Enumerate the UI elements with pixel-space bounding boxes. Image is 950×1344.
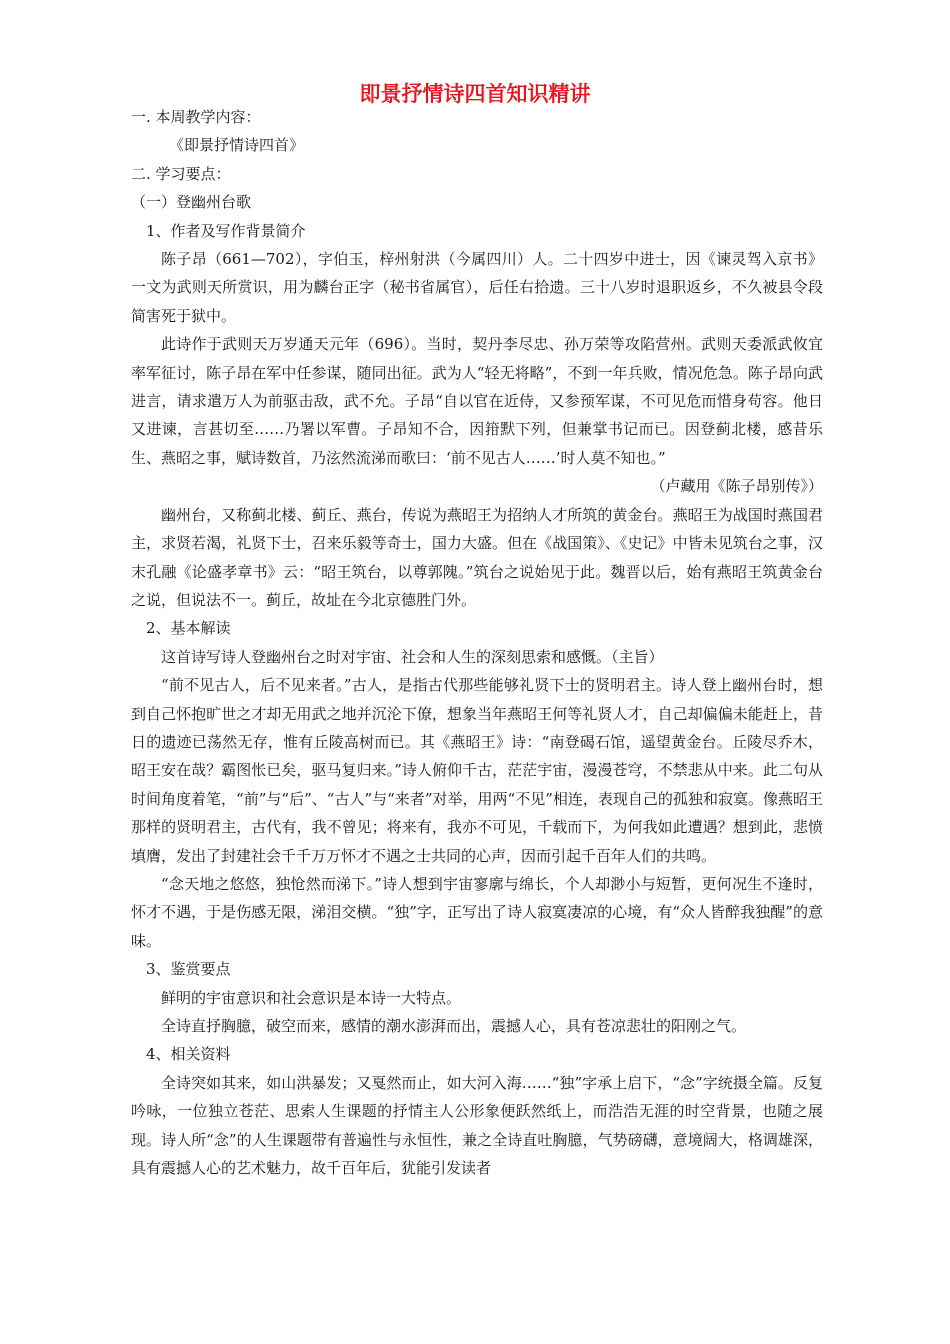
paragraph-related: 全诗突如其来，如山洪暴发；又戛然而止，如大河入海……“独”字承上启下，“念”字统摄全篇。反复吟咏，一位独立苍茫、思索人生课题的抒情主人公形象便跃然纸上，而浩浩无涯的时空背景，也随之展现。诗人所“念”的人生课题带有普遍性与永恒性，兼之全诗直吐胸臆，气势磅礴，意境阔大，格调雄深，具有震撼人心的艺术魅力，故千百年后，犹能引发读者 (131, 1073, 823, 1178)
section-basic-reading: 2、基本解读 (146, 619, 231, 638)
paragraph-theme: 这首诗写诗人登幽州台之时对宇宙、社会和人生的深刻思索和感慨。（主旨） (161, 647, 664, 666)
paragraph-second-couplet: “念天地之悠悠，独怆然而涕下。”诗人想到宇宙寥廓与绵长，个人却渺小与短暂，更何况生不逢时，怀才不遇，于是伤感无限，涕泪交横。“独”字，正写出了诗人寂寞凄凉的心境，有“众人皆醉我独醒”的意味。 (131, 874, 823, 950)
section-author-background: 1、作者及写作背景简介 (146, 221, 306, 240)
paragraph-style: 全诗直抒胸臆，破空而来，感情的潮水澎湃而出，震撼人心，具有苍凉悲壮的阳刚之气。 (161, 1017, 747, 1035)
section-appreciation: 3、鉴赏要点 (146, 960, 231, 979)
document-body (131, 103, 823, 1182)
book-title: 《即景抒情诗四首》 (169, 136, 305, 155)
section-related-material: 4、相关资料 (146, 1045, 231, 1064)
paragraph-first-couplet: “前不见古人，后不见来者。”古人，是指古代那些能够礼贤下士的贤明君主。诗人登上幽州台时，想到自己怀抱旷世之才却无用武之地并沉沦下僚，想象当年燕昭王何等礼贤人才，自己却偏偏未能赶上，昔日的遗迹已荡然无存，惟有丘陵高树而已。其《燕昭王》诗：“南登碣石馆，遥望黄金台。丘陵尽乔木，昭王安在哉？霸图怅已矣，驱马复归来。”诗人俯仰千古，茫茫宇宙，漫漫苍穹，不禁悲从中来。此二句从时间角度着笔，“前”与“后”、“古人”与“来者”对举，用两“不见”相连，表现自己的孤独和寂寞。像燕昭王那样的贤明君主，古代有，我不曾见；将来有，我亦不可见，千载而下，为何我如此遭遇？想到此，悲愤填膺，发出了封建社会千千万万怀才不遇之士共同的心声，因而引起千百年人们的共鸣。 (131, 676, 823, 865)
paragraph-youzhou-tower: 幽州台，又称蓟北楼、蓟丘、燕台，传说为燕昭王为招纳人才所筑的黄金台。燕昭王为战国时燕国君主，求贤若渴，礼贤下士，召来乐毅等奇士，国力大盛。但在《战国策》、《史记》中皆未见筑台之事，汉末孔融《论盛孝章书》云：“昭王筑台，以尊郭隗。”筑台之说始见于此。魏晋以后，始有燕昭王筑黄金台之说，但说法不一。蓟丘，故址在今北京德胜门外。 (131, 505, 823, 609)
heading-teaching-content: 一. 本周教学内容： (131, 108, 261, 126)
subheading-poem: （一）登幽州台歌 (131, 193, 252, 212)
paragraph-author: 陈子昂（661—702），字伯玉，梓州射洪（今属四川）人。二十四岁中进士，因《谏灵驾入京书》一文为武则天所赏识，用为麟台正字（秘书省属官），后任右拾遗。三十八岁时退职返乡，不久被县令段简害死于狱中。 (131, 250, 823, 325)
source-citation: （卢藏用《陈子昂别传》） (650, 477, 823, 496)
paragraph-feature: 鲜明的宇宙意识和社会意识是本诗一大特点。 (161, 988, 462, 1007)
heading-study-points: 二. 学习要点： (131, 164, 231, 183)
paragraph-background: 此诗作于武则天万岁通天元年（696）。当时，契丹李尽忠、孙万荣等攻陷营州。武则天委派武攸宜率军征讨，陈子昂在军中任参谋，随同出征。武为人“轻无将略”，不到一年兵败，情况危急。陈子昂向武进言，请求遣万人为前驱击敌，武不允。子昂“自以官在近侍，又参预军谋，不可见危而惜身苟容。他日又进谏，言甚切至……乃署以军曹。子昂知不合，因箝默下列，但兼掌书记而已。因登蓟北楼，感昔乐生、燕昭之事，赋诗数首，乃泫然流涕而歌曰：‘前不见古人……’时人莫不知也。” (131, 335, 823, 467)
document-title: 即景抒情诗四首知识精讲 (359, 82, 591, 106)
